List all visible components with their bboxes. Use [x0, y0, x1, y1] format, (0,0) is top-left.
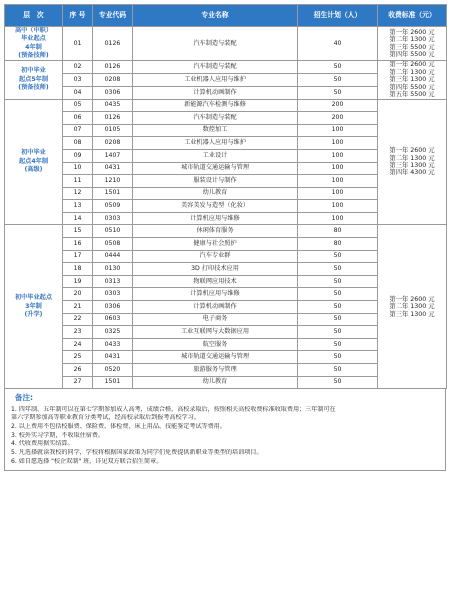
- level-line: (高级): [24, 166, 43, 174]
- note-line: 1. 四年制、五年制可以在第七学期参加成人高考，成绩合格，高校录取后，按照相关高校收费标准收取费用；三年制可在: [11, 405, 336, 413]
- header-row: [5, 5, 447, 27]
- fee-line: 第二年 1300 元: [389, 303, 435, 311]
- code-cell: 0126: [93, 112, 133, 125]
- header-fee: 收费标准（元）: [378, 5, 447, 27]
- code-cell: 0303: [93, 288, 133, 301]
- name-cell: 服装设计与制作: [133, 175, 298, 188]
- notes-box: [4, 389, 446, 471]
- fee-line: 第一年 2600 元: [389, 147, 435, 155]
- name-cell: 汽车制造与装配: [133, 27, 298, 61]
- level-line: 初中毕业: [21, 149, 46, 157]
- fee-line: 第二年 1300 元: [389, 68, 435, 76]
- level-cell: [5, 27, 63, 61]
- quota-cell: 50: [298, 61, 378, 74]
- name-cell: 健康与社会照护: [133, 238, 298, 251]
- note-line: 3. 校外实习学期，不收取住宿费。: [11, 431, 105, 439]
- table-row: [5, 99, 447, 112]
- seq-cell: 07: [63, 124, 93, 137]
- fee-line: 第一年 2600 元: [389, 295, 435, 303]
- code-cell: 0431: [93, 351, 133, 364]
- code-cell: 0435: [93, 99, 133, 112]
- seq-cell: 04: [63, 86, 93, 99]
- fee-cell: [378, 27, 447, 61]
- code-cell: 0433: [93, 338, 133, 351]
- code-cell: 0313: [93, 275, 133, 288]
- fee-line: 第一年 2600 元: [389, 61, 435, 69]
- name-cell: 汽车专业群: [133, 250, 298, 263]
- quota-cell: 50: [298, 74, 378, 87]
- code-cell: 0325: [93, 326, 133, 339]
- header-name: 专业名称: [133, 5, 298, 27]
- name-cell: 美容美发与造型（化妆）: [133, 200, 298, 213]
- table-row: [5, 225, 447, 238]
- code-cell: 0431: [93, 162, 133, 175]
- name-cell: 城市轨道交通运输与管理: [133, 351, 298, 364]
- quota-cell: 50: [298, 288, 378, 301]
- fee-line: 第一年 2600 元: [389, 28, 435, 36]
- seq-cell: 20: [63, 288, 93, 301]
- code-cell: 0306: [93, 301, 133, 314]
- name-cell: 幼儿教育: [133, 187, 298, 200]
- seq-cell: 11: [63, 175, 93, 188]
- note-line: 6. 如自愿选择 "校企双制" 班，详见双方联合招生简章。: [11, 457, 163, 465]
- quota-cell: 100: [298, 124, 378, 137]
- fee-cell: [378, 61, 447, 99]
- enrollment-plan-sheet: [4, 4, 446, 471]
- seq-cell: 25: [63, 351, 93, 364]
- quota-cell: 100: [298, 137, 378, 150]
- level-line: 起点4年制: [18, 157, 49, 165]
- level-line: 4年制: [25, 43, 42, 51]
- level-line: 起点5年制: [18, 75, 49, 83]
- seq-cell: 14: [63, 212, 93, 225]
- fee-line: 第二年 1300 元: [389, 36, 435, 44]
- seq-cell: 27: [63, 376, 93, 389]
- seq-cell: 13: [63, 200, 93, 213]
- quota-cell: 50: [298, 301, 378, 314]
- seq-cell: 18: [63, 263, 93, 276]
- name-cell: 新能源汽车检测与维修: [133, 99, 298, 112]
- notes-title: 备注:: [15, 393, 33, 403]
- note-line: 5. 凡选择就读我校的同学，学校将根据国家政策为同学们免费提供新职业等类型的培训项目。: [11, 449, 263, 457]
- seq-cell: 22: [63, 313, 93, 326]
- name-cell: 汽车制造与装配: [133, 112, 298, 125]
- code-cell: 0303: [93, 212, 133, 225]
- code-cell: 1501: [93, 187, 133, 200]
- level-line: 高中（中职）: [14, 27, 53, 34]
- code-cell: 0444: [93, 250, 133, 263]
- fee-line: 第三年 1300 元: [389, 162, 435, 170]
- seq-cell: 16: [63, 238, 93, 251]
- level-line: (升学): [24, 311, 43, 319]
- note-line: 2. 以上费用不包括校服费、保险费、体检费、床上用品、技能鉴定考试等费用。: [11, 423, 226, 431]
- code-cell: 1407: [93, 149, 133, 162]
- level-cell: [5, 61, 63, 99]
- code-cell: 0520: [93, 364, 133, 377]
- seq-cell: 09: [63, 149, 93, 162]
- note-line: 4. 代收费用据实结算。: [11, 440, 74, 448]
- code-cell: 0508: [93, 238, 133, 251]
- name-cell: 计算机应用与维修: [133, 212, 298, 225]
- code-cell: 0509: [93, 200, 133, 213]
- name-cell: 航空服务: [133, 338, 298, 351]
- name-cell: 计算机动画制作: [133, 86, 298, 99]
- code-cell: 0126: [93, 61, 133, 74]
- code-cell: 0208: [93, 137, 133, 150]
- name-cell: 计算机应用与维修: [133, 288, 298, 301]
- fee-line: 第三年 1300 元: [389, 310, 435, 318]
- fee-line: 第三年 1300 元: [389, 76, 435, 84]
- quota-cell: 50: [298, 376, 378, 389]
- quota-cell: 100: [298, 212, 378, 225]
- level-line: 初中毕业起点: [14, 294, 53, 302]
- name-cell: 计算机动画制作: [133, 301, 298, 314]
- header-seq: 序 号: [63, 5, 93, 27]
- header-level: 层 次: [5, 5, 63, 27]
- quota-cell: 50: [298, 338, 378, 351]
- level-line: (预备技师): [18, 84, 49, 92]
- quota-cell: 50: [298, 275, 378, 288]
- code-cell: 0510: [93, 225, 133, 238]
- seq-cell: 21: [63, 301, 93, 314]
- code-cell: 0603: [93, 313, 133, 326]
- fee-cell: [378, 225, 447, 389]
- quota-cell: 50: [298, 86, 378, 99]
- code-cell: 0208: [93, 74, 133, 87]
- name-cell: 3D 打印技术应用: [133, 263, 298, 276]
- table-row: [5, 61, 447, 74]
- fee-line: 第四年 5500 元: [389, 83, 435, 91]
- name-cell: 汽车制造与装配: [133, 61, 298, 74]
- seq-cell: 02: [63, 61, 93, 74]
- table-row: [5, 27, 447, 61]
- quota-cell: 50: [298, 364, 378, 377]
- quota-cell: 100: [298, 175, 378, 188]
- note-line: 第六学期参加高等职业教育分类考试，经高校录取后到报考高校学习。: [11, 414, 200, 422]
- name-cell: 休闲体育服务: [133, 225, 298, 238]
- header-quota: 招生计划（人）: [298, 5, 378, 27]
- quota-cell: 80: [298, 238, 378, 251]
- name-cell: 数控加工: [133, 124, 298, 137]
- seq-cell: 24: [63, 338, 93, 351]
- quota-cell: 200: [298, 112, 378, 125]
- level-line: (预备技师): [18, 52, 49, 60]
- name-cell: 工业设计: [133, 149, 298, 162]
- level-line: 初中毕业: [21, 67, 46, 75]
- code-cell: 0306: [93, 86, 133, 99]
- level-line: 3年制: [25, 302, 42, 310]
- fee-line: 第三年 5500 元: [389, 43, 435, 51]
- fee-line: 第四年 5500 元: [389, 51, 435, 59]
- header-code: 专业代码: [93, 5, 133, 27]
- level-cell: [5, 225, 63, 389]
- code-cell: 0105: [93, 124, 133, 137]
- code-cell: 0126: [93, 27, 133, 61]
- quota-cell: 100: [298, 162, 378, 175]
- seq-cell: 12: [63, 187, 93, 200]
- name-cell: 工业机器人应用与维护: [133, 74, 298, 87]
- seq-cell: 01: [63, 27, 93, 61]
- fee-cell: [378, 99, 447, 225]
- seq-cell: 08: [63, 137, 93, 150]
- quota-cell: 40: [298, 27, 378, 61]
- code-cell: 1501: [93, 376, 133, 389]
- name-cell: 工业互联网与大数据应用: [133, 326, 298, 339]
- name-cell: 工业机器人应用与维护: [133, 137, 298, 150]
- name-cell: 物联网应用技术: [133, 275, 298, 288]
- quota-cell: 80: [298, 225, 378, 238]
- level-cell: [5, 99, 63, 225]
- fee-line: 第五年 5500 元: [389, 91, 435, 99]
- table-body: [5, 27, 447, 389]
- seq-cell: 03: [63, 74, 93, 87]
- quota-cell: 100: [298, 187, 378, 200]
- name-cell: 电子商务: [133, 313, 298, 326]
- seq-cell: 15: [63, 225, 93, 238]
- seq-cell: 17: [63, 250, 93, 263]
- level-line: 毕业起点: [21, 35, 46, 43]
- name-cell: 城市轨道交通运输与管理: [133, 162, 298, 175]
- name-cell: 幼儿教育: [133, 376, 298, 389]
- seq-cell: 05: [63, 99, 93, 112]
- seq-cell: 06: [63, 112, 93, 125]
- enrollment-table: [4, 4, 447, 389]
- quota-cell: 50: [298, 250, 378, 263]
- quota-cell: 50: [298, 326, 378, 339]
- quota-cell: 100: [298, 149, 378, 162]
- quota-cell: 50: [298, 263, 378, 276]
- code-cell: 1210: [93, 175, 133, 188]
- quota-cell: 100: [298, 200, 378, 213]
- seq-cell: 19: [63, 275, 93, 288]
- seq-cell: 26: [63, 364, 93, 377]
- quota-cell: 200: [298, 99, 378, 112]
- fee-line: 第二年 1300 元: [389, 154, 435, 162]
- quota-cell: 50: [298, 351, 378, 364]
- quota-cell: 50: [298, 313, 378, 326]
- seq-cell: 23: [63, 326, 93, 339]
- seq-cell: 10: [63, 162, 93, 175]
- fee-line: 第四年 4300 元: [389, 169, 435, 177]
- code-cell: 0130: [93, 263, 133, 276]
- name-cell: 旅游服务与管理: [133, 364, 298, 377]
